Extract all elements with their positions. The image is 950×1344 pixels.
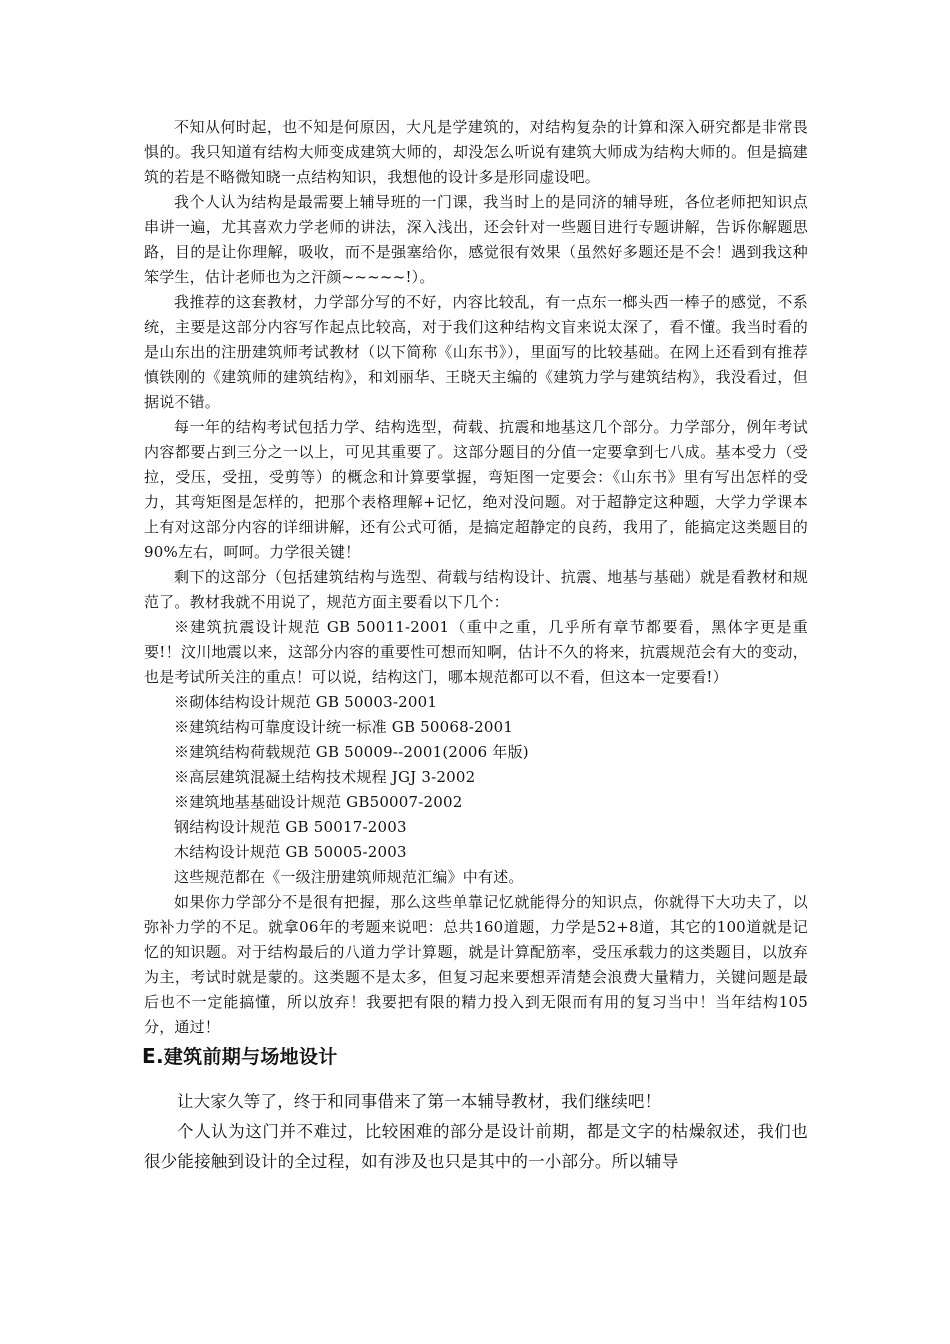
code-item: ※建筑结构可靠度设计统一标准 GB 50068-2001: [174, 718, 514, 736]
code-item: ※高层建筑混凝土结构技术规程 JGJ 3-2002: [174, 768, 476, 786]
code-item-seismic: ※建筑抗震设计规范 GB 50011-2001（重中之重，几乎所有章节都要看，黑体字更是重要!！汶川地震以来，这部分内容的重要性可想而知啊，估计不久的将来，抗震规范会有大的变动，也是考试所关注的重点！可以说，结构这门，哪本规范都可以不看，但这本一定要看!）: [144, 618, 808, 686]
paragraph-exam-parts: 每一年的结构考试包括力学、结构选型，荷载、抗震和地基这几个部分。力学部分，例年考试内容都要占到三分之一以上，可见其重要了。这部分题目的分值一定要拿到七八成。基本受力（受拉，受压，受扭，受剪等）的概念和计算要掌握，弯矩图一定要会：《山东书》里有写出怎样的受力，其弯矩图是怎样的，把那个表格理解+记忆，绝对没问题。对于超静定这种题，大学力学课本上有对这部分内容的详细讲解，还有公式可循，是搞定超静定的良药，我用了，能搞定这类题目的90%左右，呵呵。力学很关键！: [144, 418, 808, 561]
code-item: ※砌体结构设计规范 GB 50003-2001: [174, 693, 438, 711]
code-compilation-note: 这些规范都在《一级注册建筑师规范汇编》中有述。: [174, 868, 524, 886]
paragraph-remaining: 剩下的这部分（包括建筑结构与选型、荷载与结构设计、抗震、地基与基础）就是看教材和规范了。教材我就不用说了，规范方面主要看以下几个：: [144, 568, 808, 611]
paragraph-conclusion: 如果你力学部分不是很有把握，那么这些单靠记忆就能得分的知识点，你就得下大功夫了，以弥补力学的不足。就拿06年的考题来说吧：总共160道题，力学是52+8道，其它的100道就是记忆的知识题。对于结构最后的八道力学计算题，就是计算配筋率，受压承载力的这类题目，以放弃为主，考试时就是蒙的。这类题不是太多，但复习起来要想弄清楚会浪费大量精力，关键问题是最后也不一定能搞懂，所以放弃！我要把有限的精力投入到无限而有用的复习当中！当年结构105分，通过！: [144, 893, 808, 1036]
section-title: 建筑前期与场地设计: [163, 1046, 338, 1068]
section-heading: [142, 1042, 808, 1071]
section-letter: E.: [142, 1044, 164, 1068]
paragraph-design-phase: 个人认为这门并不难过，比较困难的部分是设计前期，都是文字的枯燥叙述，我们也很少能接触到设计的全过程，如有涉及也只是其中的一小部分。所以辅导: [144, 1122, 808, 1171]
code-item: ※建筑地基基础设计规范 GB50007-2002: [174, 793, 463, 811]
code-item: ※建筑结构荷载规范 GB 50009--2001(2006 年版): [174, 743, 529, 761]
code-item: 钢结构设计规范 GB 50017-2003: [174, 818, 407, 836]
paragraph-continue: 让大家久等了，终于和同事借来了第一本辅导教材，我们继续吧！: [177, 1092, 662, 1111]
code-item: 木结构设计规范 GB 50005-2003: [174, 843, 407, 861]
document-body: [144, 115, 808, 1177]
paragraph-textbooks: 我推荐的这套教材，力学部分写的不好，内容比较乱，有一点东一榔头西一棒子的感觉，不系统，主要是这部分内容写作起点比较高，对于我们这种结构文盲来说太深了，看不懂。我当时看的是山东出的注册建筑师考试教材（以下简称《山东书》），里面写的比较基础。在网上还看到有推荐慎铁刚的《建筑师的建筑结构》，和刘丽华、王晓天主编的《建筑力学与建筑结构》，我没看过，但据说不错。: [144, 293, 808, 411]
paragraph-intro: 不知从何时起，也不知是何原因，大凡是学建筑的，对结构复杂的计算和深入研究都是非常畏惧的。我只知道有结构大师变成建筑大师的，却没怎么听说有建筑大师成为结构大师的。但是搞建筑的若是不略微知晓一点结构知识，我想他的设计多是形同虚设吧。: [144, 118, 808, 186]
paragraph-tutoring: 我个人认为结构是最需要上辅导班的一门课，我当时上的是同济的辅导班，各位老师把知识点串讲一遍，尤其喜欢力学老师的讲法，深入浅出，还会针对一些题目进行专题讲解，告诉你解题思路，目的是让你理解，吸收，而不是强塞给你，感觉很有效果（虽然好多题还是不会！遇到我这种笨学生，估计老师也为之汗颜~~~~~!）。: [144, 193, 808, 286]
